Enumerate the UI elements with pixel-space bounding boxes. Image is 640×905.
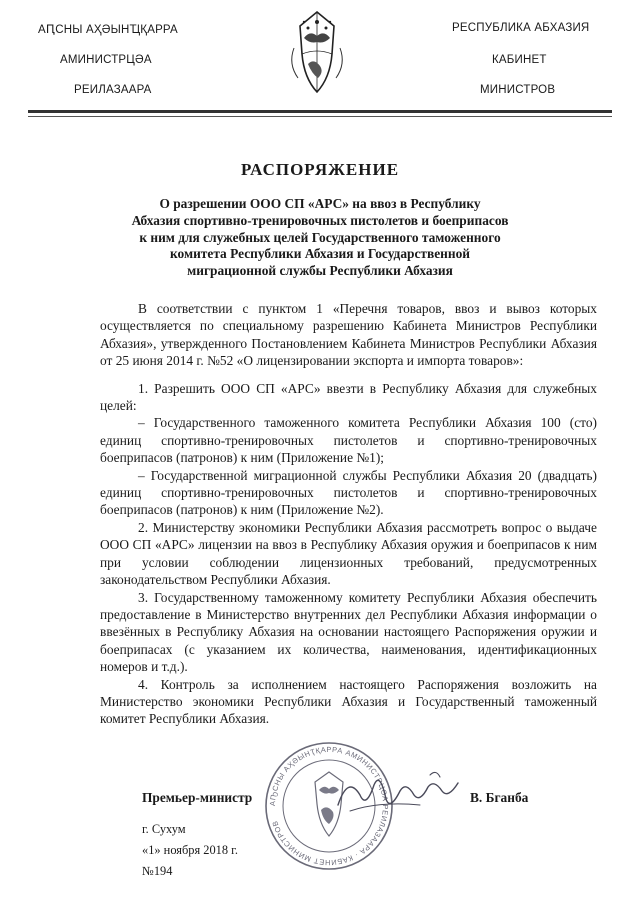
- clause-1-item-customs: – Государственного таможенного комитета Республики Абхазия 100 (сто) единиц спортивно-тренировочных пистолетов и спортивно-тренировочных боеприпасов (патронов) к ним (Приложение №1);: [100, 415, 597, 466]
- letterhead-russian-line-1: РЕСПУБЛИКА АБХАЗИЯ: [452, 22, 590, 34]
- letterhead-russian-line-2: КАБИНЕТ: [492, 54, 547, 66]
- letterhead: [0, 0, 640, 120]
- clause-4: 4. Контроль за исполнением настоящего Распоряжения возложить на Министерство экономики Республики Абхазия и Государственный таможенный комитет Республики Абхазия.: [100, 676, 597, 727]
- issue-date: «1» ноября 2018 г.: [142, 843, 238, 857]
- document-subject: [80, 196, 560, 280]
- svg-text:АҦСНЫ АҲӘЫНҬҚАРРА АМИНИСТРЦӘА: АҦСНЫ АҲӘЫНҬҚАРРА АМИНИСТРЦӘА РЕИЛАЗААРА · КАБИНЕТ МИНИСТРОВ: [267, 744, 391, 868]
- letterhead-abkhaz-line-1: АԤСНЫ АҲӘЫНҴҚАРРА: [38, 24, 178, 36]
- document-title: РАСПОРЯЖЕНИЕ: [240, 160, 400, 179]
- state-emblem-icon: [272, 8, 362, 98]
- letterhead-russian-line-3: МИНИСТРОВ: [480, 84, 556, 96]
- clause-1-item-migration: – Государственной миграционной службы Республики Абхазия 20 (двадцать) единиц спортивно-тренировочных пистолетов и спортивно-тренировочных боеприпасов (патронов) к ним (Приложение №2).: [100, 467, 597, 518]
- subject-line: О разрешении ООО СП «АРС» на ввоз в Республику: [159, 196, 481, 211]
- subject-line: Абхазия спортивно-тренировочных пистолетов и боеприпасов: [131, 212, 509, 228]
- signatory-name: В. Бганба: [470, 790, 529, 805]
- clause-2: 2. Министерству экономики Республики Абхазия рассмотреть вопрос о выдаче ООО СП «АРС» лицензии на ввоз в Республику Абхазия оружия и боеприпасов к ним при условии соблюдении лицензионных требований, предусмотренных законодательством Республики Абхазия.: [100, 519, 597, 588]
- letterhead-abkhaz-line-2: АМИНИСТРЦӘА: [60, 54, 152, 66]
- header-divider-thin: [28, 116, 612, 117]
- header-divider-thick: [28, 110, 612, 113]
- intro-paragraph: В соответствии с пунктом 1 «Перечня товаров, ввоз и вывоз которых осуществляется по специальному разрешению Кабинета Министров Республики Абхазия», утвержденного Постановлением Кабинета Министров Республики Абхазия от 25 июня 2014 г. №52 «О лицензировании экспорта и импорта товаров»:: [100, 301, 597, 369]
- handwritten-signature-icon: [330, 765, 465, 825]
- subject-line: комитета Республики Абхазия и Государственной: [169, 246, 471, 262]
- subject-line: к ним для служебных целей Государственного таможенного: [139, 229, 501, 245]
- clause-3: 3. Государственному таможенному комитету Республики Абхазия обеспечить предоставление в Министерство внутренних дел Республики Абхазия информации о ввезённых в Республику Абхазия на основании настоящего Распоряжения оружии и боеприпасах (с указанием их количества, наименования, идентификационных номеров и т.д.).: [100, 589, 597, 675]
- subject-line: миграционной службы Республики Абхазия: [187, 263, 453, 279]
- signatory-position: Премьер-министр: [142, 790, 253, 805]
- clause-1: 1. Разрешить ООО СП «АРС» ввезти в Республику Абхазия для служебных целей:: [100, 380, 597, 414]
- letterhead-abkhaz-line-3: РЕИЛАЗААРА: [74, 84, 152, 96]
- document-number: №194: [142, 864, 173, 878]
- document-body: [100, 300, 597, 728]
- issue-city: г. Сухум: [142, 822, 186, 836]
